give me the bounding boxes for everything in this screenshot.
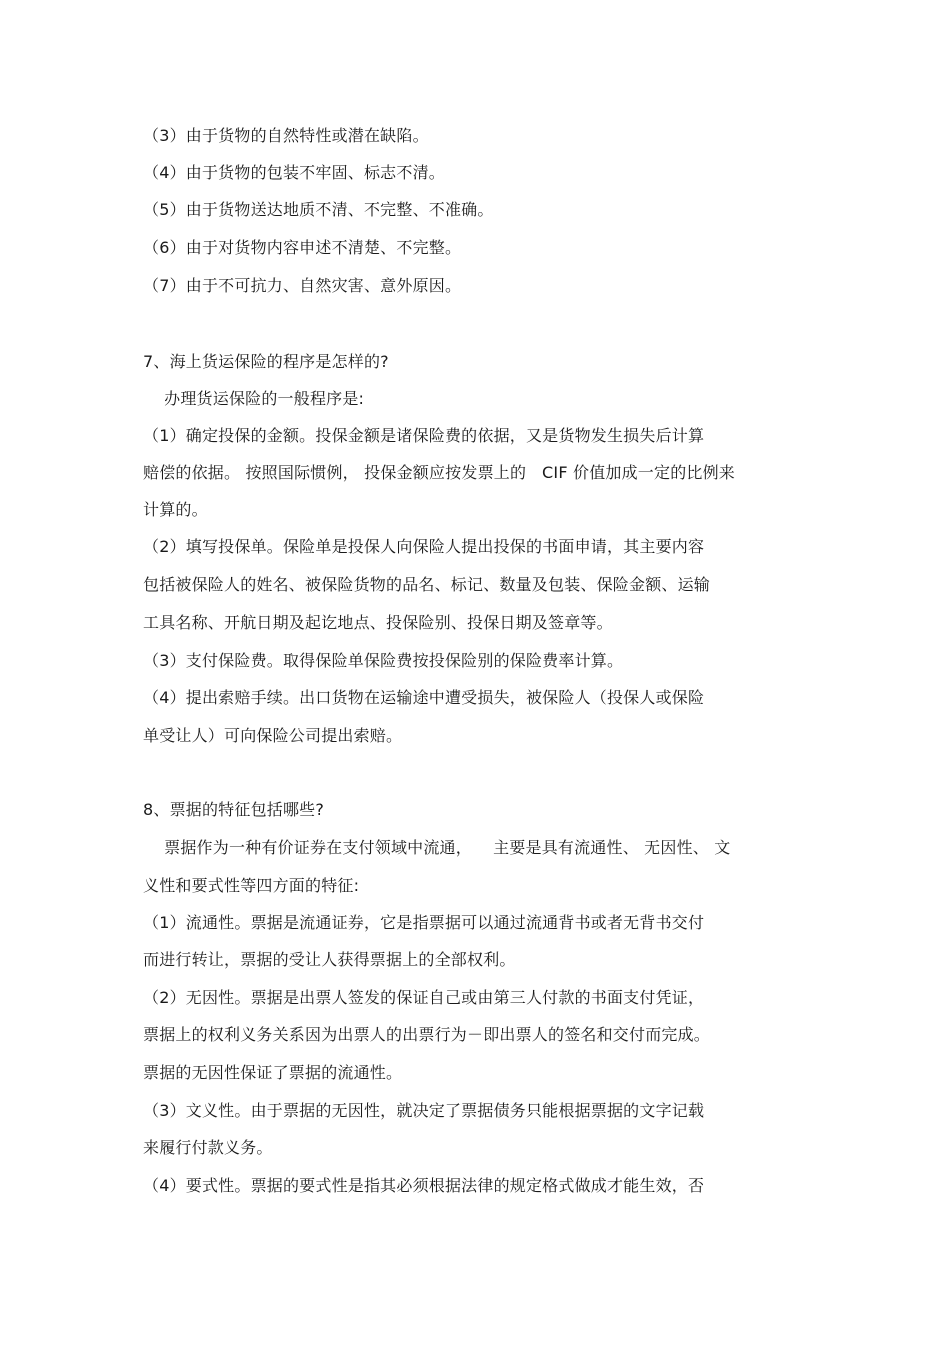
paragraph-line: 单受让人）可向保险公司提出索赔。 — [143, 726, 403, 745]
question-heading: 8、票据的特征包括哪些? — [143, 800, 325, 819]
list-item: （6）由于对货物内容申述不清楚、不完整。 — [143, 238, 462, 257]
list-item: （3）由于货物的自然特性或潜在缺陷。 — [143, 126, 429, 145]
paragraph-line: 工具名称、开航日期及起讫地点、投保险别、投保日期及签章等。 — [143, 613, 613, 632]
paragraph-line: （2）无因性。票据是出票人签发的保证自己或由第三人付款的书面支付凭证， — [143, 988, 705, 1007]
paragraph-line: 包括被保险人的姓名、被保险货物的品名、标记、数量及包装、保险金额、运输 — [143, 575, 711, 594]
paragraph-line: 票据作为一种有价证券在支付领域中流通， 主要是具有流通性、 无因性、 文 — [143, 838, 731, 857]
paragraph-line: （3）文义性。由于票据的无因性，就决定了票据债务只能根据票据的文字记载 — [143, 1101, 705, 1120]
paragraph-line: 票据的无因性保证了票据的流通性。 — [143, 1063, 403, 1082]
paragraph-line: 而进行转让，票据的受让人获得票据上的全部权利。 — [143, 950, 516, 969]
paragraph-line: 票据上的权利义务关系因为出票人的出票行为－即出票人的签名和交付而完成。 — [143, 1025, 711, 1044]
paragraph-line: （4）提出索赔手续。出口货物在运输途中遭受损失，被保险人（投保人或保险 — [143, 688, 705, 707]
paragraph-line: （4）要式性。票据的要式性是指其必须根据法律的规定格式做成才能生效，否 — [143, 1176, 705, 1195]
paragraph-line: 办理货运保险的一般程序是: — [143, 389, 365, 408]
question-heading: 7、海上货运保险的程序是怎样的? — [143, 352, 389, 371]
list-item: （5）由于货物送达地质不清、不完整、不准确。 — [143, 200, 494, 219]
paragraph-line: 来履行付款义务。 — [143, 1138, 273, 1157]
list-item: （4）由于货物的包装不牢固、标志不清。 — [143, 163, 445, 182]
paragraph-line: （1）流通性。票据是流通证券，它是指票据可以通过流通背书或者无背书交付 — [143, 913, 705, 932]
paragraph-line: 义性和要式性等四方面的特征: — [143, 876, 360, 895]
paragraph-line: （2）填写投保单。保险单是投保人向保险人提出投保的书面申请，其主要内容 — [143, 537, 705, 556]
list-item: （7）由于不可抗力、自然灾害、意外原因。 — [143, 276, 462, 295]
paragraph-line: （3）支付保险费。取得保险单保险费按投保险别的保险费率计算。 — [143, 651, 624, 670]
paragraph-line: （1）确定投保的金额。投保金额是诸保险费的依据，又是货物发生损失后计算 — [143, 426, 705, 445]
paragraph-line: 计算的。 — [143, 500, 208, 519]
paragraph-line: 赔偿的依据。 按照国际惯例， 投保金额应按发票上的 CIF 价值加成一定的比例来 — [143, 463, 736, 482]
